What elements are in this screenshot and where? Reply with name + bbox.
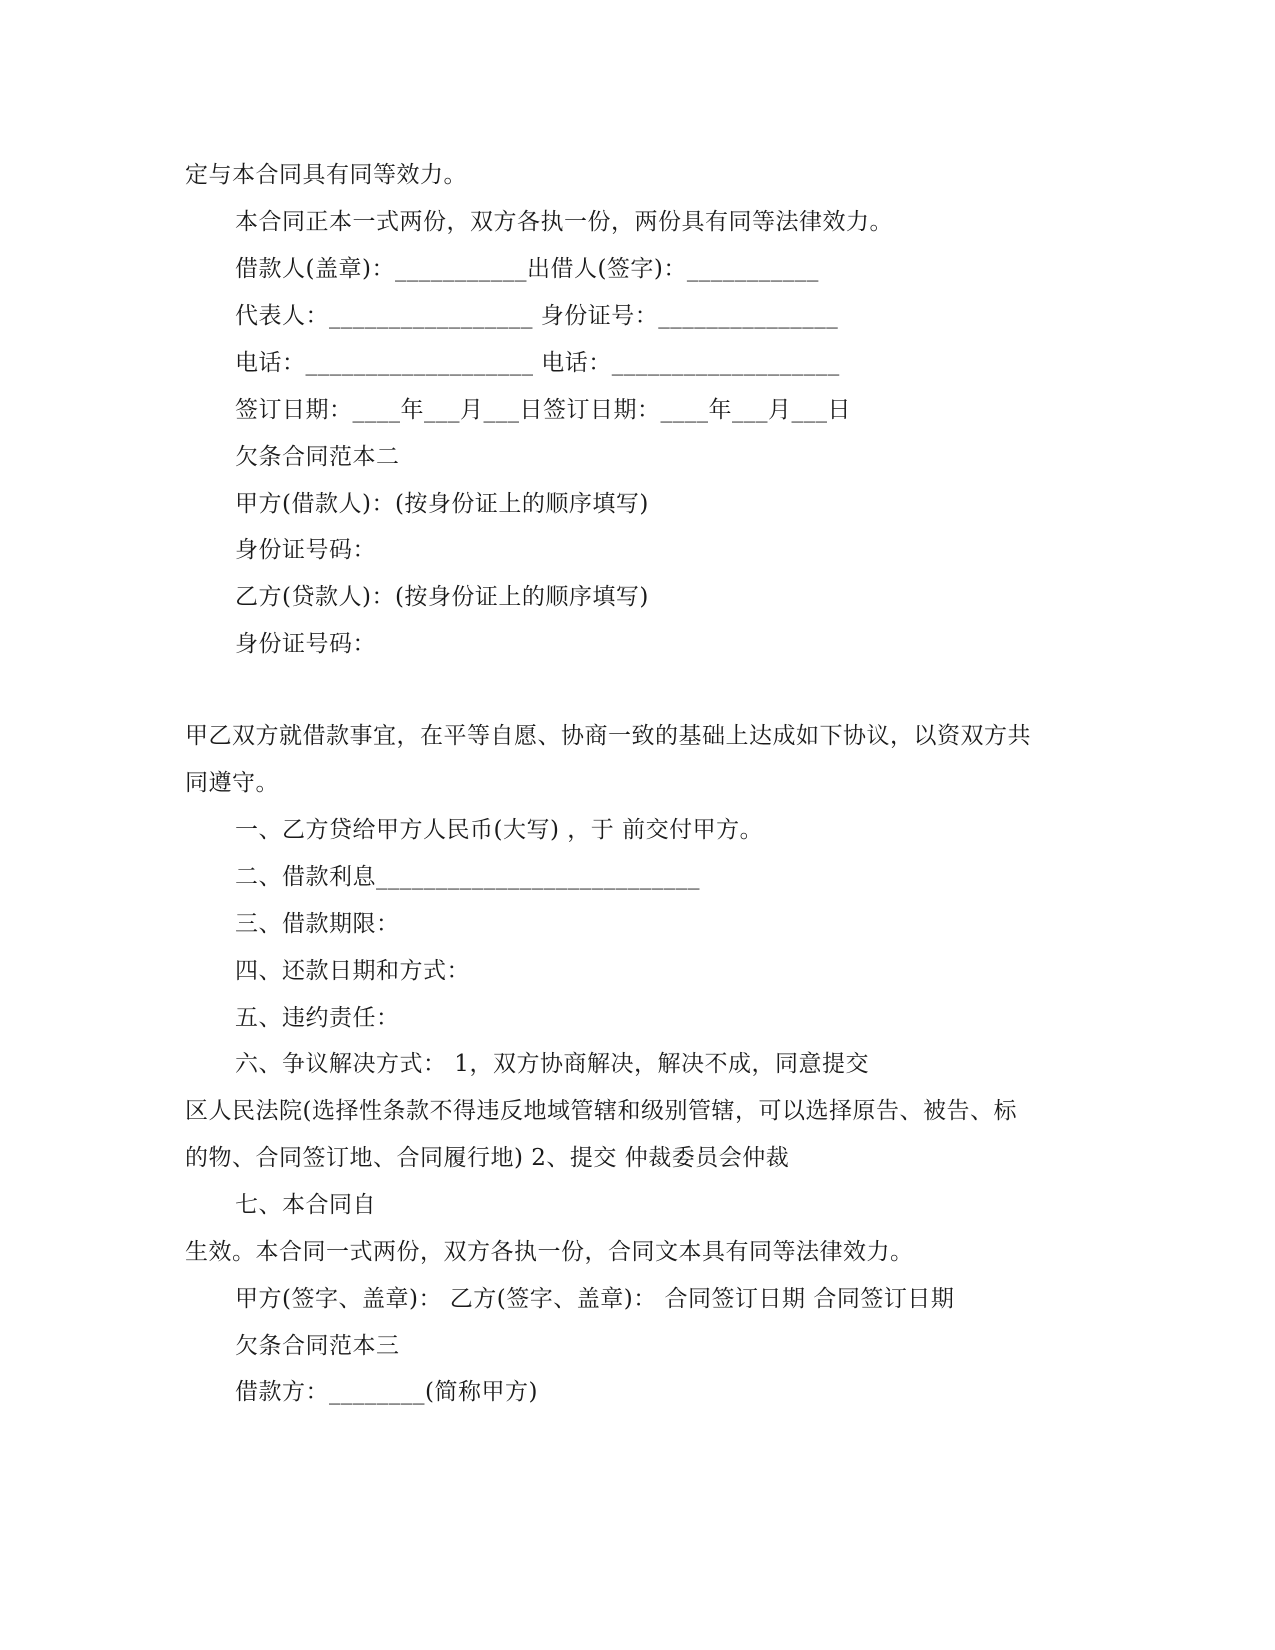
party-b-id-line: 身份证号码： xyxy=(235,631,376,657)
paragraph-line: 同遵守。 xyxy=(185,770,279,796)
party-a-id-line: 身份证号码： xyxy=(235,537,376,563)
section-heading: 欠条合同范本三 xyxy=(235,1333,400,1359)
paragraph-line: 区人民法院(选择性条款不得违反地域管辖和级别管辖，可以选择原告、被告、标 xyxy=(185,1098,1017,1124)
section-heading: 欠条合同范本二 xyxy=(235,444,400,470)
clause-line: 三、借款期限： xyxy=(235,911,400,937)
signature-line-representative-id: 代表人：_________________ 身份证号：_______________ xyxy=(235,303,839,329)
clause-line: 五、违约责任： xyxy=(235,1005,400,1031)
signature-line-date: 签订日期：____年___月___日签订日期：____年___月___日 xyxy=(235,397,851,423)
borrower-line: 借款方：________(简称甲方) xyxy=(235,1379,538,1405)
signature-line-phone: 电话：___________________ 电话：___________________ xyxy=(235,350,840,376)
party-b-line: 乙方(贷款人)：(按身份证上的顺序填写) xyxy=(235,584,649,610)
clause-line: 一、乙方贷给甲方人民币(大写) ，于 前交付甲方。 xyxy=(235,817,764,843)
clause-line: 四、还款日期和方式： xyxy=(235,958,470,984)
signature-line-borrower-lender: 借款人(盖章)：___________出借人(签字)：___________ xyxy=(235,256,819,282)
signature-line: 甲方(签字、盖章)： 乙方(签字、盖章)： 合同签订日期 合同签订日期 xyxy=(235,1286,955,1312)
paragraph-line: 本合同正本一式两份，双方各执一份，两份具有同等法律效力。 xyxy=(235,209,893,235)
clause-line: 六、争议解决方式： 1，双方协商解决，解决不成，同意提交 xyxy=(235,1051,869,1077)
party-a-line: 甲方(借款人)：(按身份证上的顺序填写) xyxy=(235,491,649,517)
clause-line: 二、借款利息___________________________ xyxy=(235,864,700,890)
clause-line: 七、本合同自 xyxy=(235,1192,376,1218)
paragraph-line: 生效。本合同一式两份，双方各执一份，合同文本具有同等法律效力。 xyxy=(185,1239,914,1265)
paragraph-line: 甲乙双方就借款事宜，在平等自愿、协商一致的基础上达成如下协议，以资双方共 xyxy=(185,723,1031,749)
paragraph-line: 定与本合同具有同等效力。 xyxy=(185,162,467,188)
paragraph-line: 的物、合同签订地、合同履行地) 2、提交 仲裁委员会仲裁 xyxy=(185,1145,790,1171)
